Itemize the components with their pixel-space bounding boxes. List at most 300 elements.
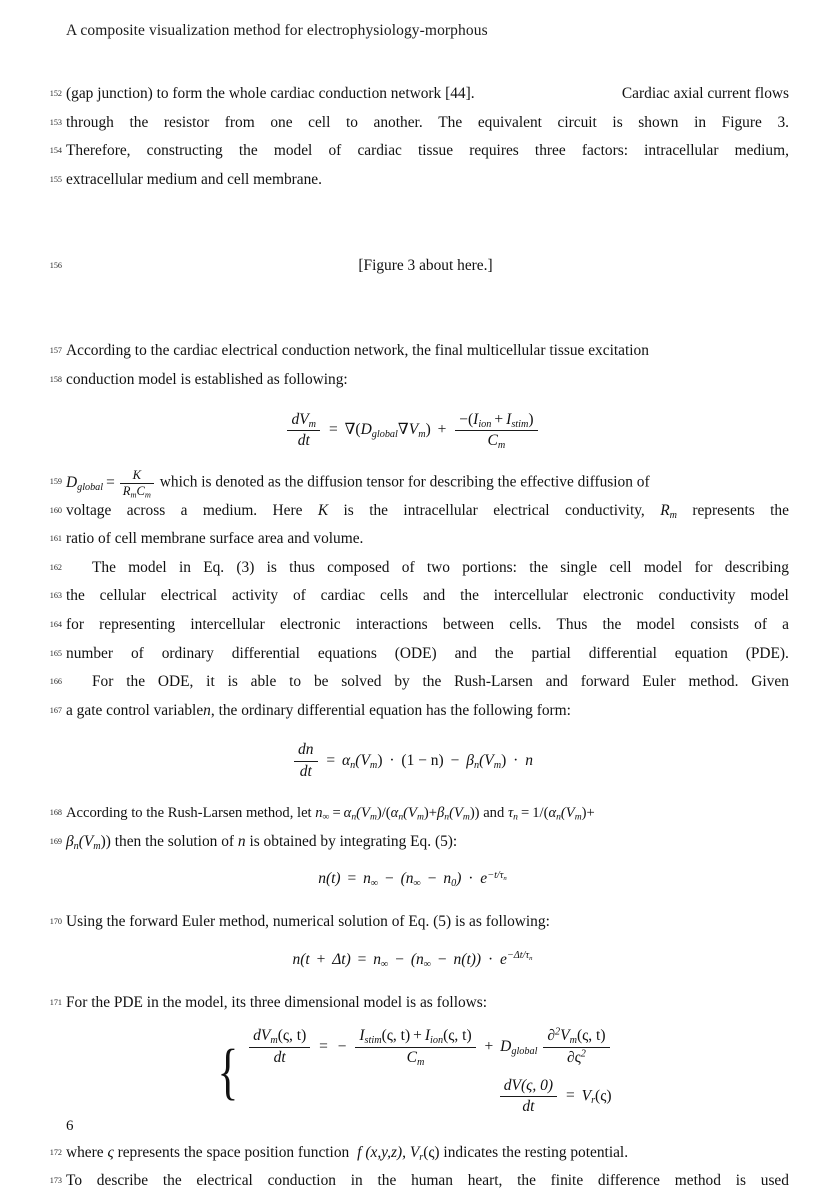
text-line — [40, 640, 789, 669]
text-fragment: (PDE). — [745, 644, 789, 662]
line-text — [66, 668, 789, 697]
math-paren: ) — [425, 420, 431, 438]
text-fragment: cells. — [509, 616, 542, 634]
math-operator: · — [513, 751, 519, 769]
math-token: 1/( — [532, 805, 549, 821]
text-fragment: conduction model is established as following: — [66, 370, 348, 388]
text-line — [40, 989, 785, 1018]
text-fragment: model — [128, 558, 167, 576]
math-sub: ion — [430, 1035, 444, 1047]
math-beta: β — [66, 832, 74, 850]
math-tau: τ — [507, 805, 514, 821]
math-token: )) — [469, 805, 480, 821]
text-fragment: constructing — [146, 142, 223, 160]
math-sub: n — [473, 759, 480, 771]
text-fragment: model — [273, 142, 313, 160]
line-number: 168 — [49, 808, 62, 817]
line-text — [66, 137, 789, 166]
line-number: 159 — [49, 477, 62, 487]
math-token: dt — [299, 762, 312, 780]
math-relation: = — [106, 473, 115, 491]
text-line — [40, 668, 789, 697]
text-fragment: in — [350, 1172, 363, 1190]
math-token: I — [506, 410, 512, 428]
text-fragment: activity — [231, 587, 279, 605]
line-number: 170 — [49, 917, 62, 927]
fraction-dv-dt — [500, 1077, 557, 1117]
math-token-n: n — [237, 832, 246, 850]
math-sub: m — [308, 418, 317, 430]
text-fragment: and — [454, 644, 477, 662]
text-fragment: the — [66, 587, 85, 605]
math-token: C — [136, 483, 145, 498]
line-text — [66, 166, 785, 195]
math-sub: global — [371, 428, 398, 440]
math-token: I — [473, 410, 479, 428]
text-fragment: the — [517, 1172, 536, 1190]
line-number: 155 — [49, 174, 62, 184]
text-fragment: in — [694, 113, 707, 131]
equation-gap — [40, 781, 785, 799]
text-fragment: For the PDE in the model, its three dimensional model is as follows: — [66, 993, 488, 1011]
text-fragment: Figure — [721, 113, 762, 131]
equation-7 — [40, 1027, 785, 1116]
text-fragment: number — [66, 644, 114, 662]
text-fragment: the — [162, 1172, 182, 1190]
line-number: 165 — [49, 648, 62, 658]
equation-4 — [40, 741, 785, 781]
text-fragment: According to the Rush-Larsen method, let — [66, 805, 312, 821]
text-fragment: , the ordinary differential equation has the following form: — [210, 701, 571, 719]
math-token: D — [500, 1037, 512, 1055]
line-text — [66, 554, 789, 583]
equation-3 — [40, 411, 785, 451]
line-number: 152 — [49, 89, 62, 98]
line-text — [66, 468, 785, 498]
text-fragment: factors: — [581, 142, 628, 160]
line-text — [66, 337, 785, 366]
text-fragment: intracellular — [403, 501, 478, 519]
text-fragment: the — [369, 501, 389, 519]
text-fragment: two — [426, 558, 450, 576]
math-relation: = — [328, 420, 338, 438]
math-sub: n — [73, 840, 79, 852]
text-fragment: then the solution of — [114, 832, 235, 850]
text-fragment: the — [126, 673, 146, 691]
line-text — [66, 525, 785, 554]
math-sub: m — [493, 759, 502, 771]
math-operator: + — [437, 420, 447, 438]
equation-5 — [40, 870, 785, 888]
text-fragment: describing — [724, 558, 789, 576]
math-operator: + — [494, 410, 504, 428]
text-fragment: extracellular medium and cell membrane. — [66, 170, 322, 188]
text-fragment: is — [735, 1172, 746, 1190]
math-token: dV — [253, 1027, 271, 1045]
equation-gap — [40, 725, 785, 741]
text-fragment: interactions — [355, 616, 428, 634]
math-alpha: α — [342, 751, 351, 769]
text-fragment: of — [328, 142, 342, 160]
text-fragment: Rush-Larsen — [454, 673, 533, 691]
text-line — [40, 1139, 785, 1168]
text-line — [40, 1167, 789, 1196]
paragraph-gap — [40, 194, 785, 223]
text-fragment: from — [224, 113, 255, 131]
line-text — [66, 109, 789, 138]
line-text — [66, 799, 785, 828]
math-token: (V — [449, 805, 463, 821]
math-token-rm — [660, 497, 677, 526]
math-paren: ) — [377, 751, 383, 769]
text-fragment: (3) — [236, 558, 255, 576]
text-fragment: shown — [638, 113, 679, 131]
text-fragment: is obtained by integrating Eq. (5): — [249, 832, 458, 850]
text-fragment: cardiac — [320, 587, 366, 605]
math-paren: ) — [501, 751, 507, 769]
math-sub: ∞ — [322, 811, 330, 823]
math-sub: stim — [511, 418, 529, 430]
math-token: dn — [294, 741, 318, 761]
text-fragment: and — [545, 673, 568, 691]
text-fragment: cellular — [99, 587, 146, 605]
line-number: 162 — [49, 562, 62, 572]
fraction-dvm-dt — [249, 1027, 310, 1067]
text-fragment: another. — [373, 113, 423, 131]
text-fragment: Thus — [556, 616, 588, 634]
text-fragment: by — [394, 673, 410, 691]
text-fragment: model — [643, 558, 683, 576]
text-fragment: the — [460, 587, 479, 605]
math-token: )+ — [423, 805, 437, 821]
math-args: (ς, t) — [576, 1027, 606, 1045]
text-line — [40, 697, 785, 726]
text-line — [40, 582, 789, 611]
math-operator: · — [389, 751, 395, 769]
text-line — [40, 828, 785, 857]
text-fragment: Here — [272, 501, 303, 519]
text-fragment: the — [602, 616, 622, 634]
line-number: 154 — [49, 146, 62, 156]
text-fragment: tissue — [418, 142, 454, 160]
text-fragment: for — [66, 616, 84, 634]
math-nabla: ∇ — [397, 420, 409, 438]
figure-placeholder: [Figure 3 about here.] — [358, 256, 493, 274]
math-token: V — [581, 1087, 592, 1105]
equation-gap — [40, 856, 785, 870]
text-fragment: The — [438, 113, 463, 131]
paragraph-gap — [40, 280, 785, 309]
math-sub: m — [574, 811, 582, 823]
math-sub: stim — [364, 1035, 382, 1047]
text-fragment: the — [238, 142, 258, 160]
math-args: (x,y,z), — [365, 1143, 406, 1161]
text-fragment: represents the space position function — [117, 1143, 350, 1161]
inline-math-dglobal — [66, 468, 156, 499]
line-number: 164 — [49, 620, 62, 630]
line-text — [66, 497, 789, 526]
text-fragment: a gate control variable — [66, 701, 204, 719]
text-fragment: a — [782, 616, 789, 634]
math-sub: n — [556, 811, 561, 823]
text-fragment: ratio of cell membrane surface area and volume. — [66, 530, 364, 548]
math-sub: r — [591, 1095, 596, 1107]
math-vr — [410, 1144, 440, 1161]
text-fragment: Euler — [642, 673, 676, 691]
math-paren: ( — [355, 420, 361, 438]
text-fragment: Therefore, — [66, 142, 131, 160]
math-sub: n — [351, 811, 357, 823]
body-column — [40, 80, 789, 1196]
math-token: I — [359, 1027, 365, 1045]
text-fragment: circuit — [557, 113, 597, 131]
text-fragment: of — [401, 558, 415, 576]
text-fragment: which is denoted as the diffusion tensor for describing the effective diffusion of — [159, 473, 650, 491]
math-token: R — [122, 483, 131, 498]
math-sub: global — [77, 481, 104, 493]
math-sub: m — [418, 428, 426, 440]
math-sub: m — [569, 1035, 577, 1047]
line-number: 157 — [49, 346, 62, 356]
text-fragment: to — [345, 113, 358, 131]
text-fragment: electronic — [279, 616, 341, 634]
line-text — [66, 989, 785, 1018]
math-sub: m — [497, 439, 506, 451]
math-token: C — [487, 431, 498, 449]
math-function-f: f — [357, 1143, 362, 1161]
text-fragment: cardiac — [357, 142, 402, 160]
math-operator: − — [450, 751, 460, 769]
line-number: 166 — [49, 677, 62, 687]
math-token: )/( — [376, 805, 391, 821]
text-fragment: ordinary — [161, 644, 214, 662]
text-fragment: electrical — [493, 501, 550, 519]
text-fragment: According to the cardiac electrical conduction network, the final multicellular tissue excitation — [66, 342, 649, 360]
text-fragment: cells — [379, 587, 409, 605]
inline-math-ninf — [315, 805, 479, 821]
equation-6-expression: $n(t + \Delta t) = n_\infty - (n_\infty - n(t)) \cdot e^{-\Delta t/\tau_n}$ — [292, 950, 533, 970]
text-fragment: single — [560, 558, 598, 576]
math-token: dt — [297, 431, 310, 449]
math-nabla: ∇ — [344, 420, 356, 438]
math-token-n: n — [203, 701, 211, 719]
text-fragment: is — [343, 501, 354, 519]
line-text — [66, 1139, 785, 1168]
text-fragment: the — [422, 673, 442, 691]
text-fragment: medium. — [202, 501, 258, 519]
math-token: D — [66, 473, 78, 491]
math-sub: m — [144, 489, 151, 499]
math-token: dV — [291, 410, 309, 428]
text-fragment: is — [227, 673, 238, 691]
text-fragment: and — [483, 805, 505, 821]
text-fragment: electrical — [196, 1172, 253, 1190]
text-fragment: the — [377, 1172, 397, 1190]
equation-5-expression: $n(t) = n_\infty - (n_\infty - n_0) \cdot e^{-t/\tau_n}$ — [318, 869, 507, 890]
text-fragment: the — [529, 558, 549, 576]
line-text — [66, 697, 785, 726]
math-sub: r — [419, 1151, 424, 1163]
text-fragment: electronic — [583, 587, 644, 605]
text-fragment: is — [266, 558, 277, 576]
math-token: (V — [560, 805, 575, 821]
running-head: A composite visualization method for electrophysiology-morphous — [66, 22, 488, 39]
text-fragment: method. — [688, 673, 739, 691]
text-fragment: heart, — [467, 1172, 503, 1190]
equation-6 — [40, 951, 785, 969]
paragraph-gap — [40, 309, 785, 338]
text-fragment: of — [130, 644, 144, 662]
text-fragment: requires — [469, 142, 519, 160]
math-token: V — [408, 420, 419, 438]
equation-gap — [40, 395, 785, 411]
text-fragment: Given — [751, 673, 789, 691]
text-line — [40, 497, 789, 526]
math-sub: m — [270, 1035, 278, 1047]
equation-gap — [40, 888, 785, 908]
math-token: I — [424, 1027, 431, 1045]
math-alpha: α — [390, 805, 399, 821]
text-fragment: Eq. — [203, 558, 225, 576]
text-line — [40, 252, 785, 281]
math-token: )) — [100, 832, 111, 850]
math-token: ) — [528, 410, 534, 428]
text-fragment: finite — [550, 1172, 584, 1190]
math-args: (ς, t) — [443, 1027, 472, 1045]
text-fragment: intracellular — [644, 142, 719, 160]
math-token: (V — [355, 751, 370, 769]
math-token: K — [120, 468, 154, 484]
text-fragment: difference — [597, 1172, 661, 1190]
math-token: n — [315, 805, 323, 821]
math-sup: 2 — [555, 1027, 561, 1039]
line-text — [66, 582, 789, 611]
math-sub: n — [398, 811, 404, 823]
math-token: (V — [479, 751, 494, 769]
equation-gap — [40, 937, 785, 951]
inline-math-beta-vm — [66, 833, 111, 850]
text-fragment: equation — [674, 644, 728, 662]
fraction-dn-dt — [294, 741, 318, 781]
text-fragment: in — [178, 558, 191, 576]
math-relation: = — [326, 751, 336, 769]
text-fragment: model — [750, 587, 789, 605]
text-fragment: electrical — [160, 587, 218, 605]
math-sub: ion — [478, 418, 492, 430]
math-token: dt — [273, 1048, 286, 1066]
text-fragment: thus — [289, 558, 315, 576]
text-fragment: consists — [690, 616, 739, 634]
math-token: (V — [356, 805, 370, 821]
math-token-k: K — [317, 501, 329, 519]
text-fragment: across — [126, 501, 166, 519]
math-operator: + — [413, 1027, 422, 1045]
text-fragment: 3. — [777, 113, 789, 131]
math-operator: − — [337, 1037, 347, 1055]
math-sub: m — [93, 840, 101, 852]
line-text — [66, 640, 789, 669]
text-fragment: the — [494, 644, 514, 662]
math-partial: ∂ — [547, 1027, 556, 1045]
text-fragment: where — [66, 1143, 104, 1161]
text-fragment: partial — [531, 644, 571, 662]
text-fragment: cell — [609, 558, 632, 576]
text-fragment: Cardiac axial current flows — [621, 85, 789, 102]
math-beta: β — [466, 751, 474, 769]
math-sub: global — [511, 1045, 538, 1057]
text-fragment: of — [754, 616, 767, 634]
math-sub: m — [416, 811, 424, 823]
math-token: dV(ς, 0) — [503, 1076, 554, 1094]
equation-gap — [40, 1017, 785, 1027]
math-sub: n — [350, 759, 356, 771]
text-fragment: medium, — [734, 142, 789, 160]
line-text — [66, 1167, 789, 1196]
equation-system — [247, 1027, 611, 1116]
text-fragment: used — [760, 1172, 789, 1190]
math-sub: m — [462, 811, 470, 823]
left-brace: { — [217, 1037, 239, 1106]
math-beta: β — [436, 805, 445, 821]
math-alpha: α — [343, 805, 352, 821]
text-fragment: The — [92, 558, 116, 576]
text-line — [40, 799, 785, 828]
math-sub: n — [444, 811, 450, 823]
text-fragment: ODE, — [157, 673, 194, 691]
math-token: V — [560, 1027, 570, 1045]
fraction-dvm-dt — [287, 411, 320, 451]
text-line — [40, 166, 785, 195]
math-token: D — [360, 420, 372, 438]
text-line — [40, 611, 789, 640]
text-fragment: for — [694, 558, 713, 576]
text-fragment: it — [206, 673, 215, 691]
text-fragment: Using the forward Euler method, numerical solution of Eq. (5) is as following: — [66, 913, 550, 931]
text-fragment: conductivity, — [564, 501, 645, 519]
line-number: 169 — [49, 836, 62, 846]
text-fragment: a — [180, 501, 188, 519]
text-fragment: intercellular — [190, 616, 265, 634]
line-text — [66, 828, 785, 857]
text-line — [40, 908, 785, 937]
math-sub: m — [130, 489, 137, 499]
text-fragment: indicates the resting potential. — [443, 1143, 629, 1161]
text-fragment: differential — [588, 644, 657, 662]
line-number: 160 — [49, 505, 62, 515]
math-token: (V — [78, 832, 94, 850]
text-fragment: through — [66, 113, 114, 131]
text-fragment: the — [770, 501, 789, 519]
equation-gap — [40, 969, 785, 989]
math-token: R — [660, 501, 670, 519]
text-line — [40, 80, 789, 109]
math-sub: m — [416, 1056, 425, 1068]
text-fragment: model — [636, 616, 675, 634]
text-fragment: conductivity — [658, 587, 736, 605]
text-fragment: solved — [341, 673, 382, 691]
math-relation: = — [319, 1037, 328, 1055]
text-fragment: able — [250, 673, 277, 691]
math-token: )+ — [581, 805, 595, 821]
text-fragment: represents — [692, 501, 755, 519]
text-fragment: intercellular — [493, 587, 569, 605]
text-fragment: is — [612, 113, 623, 131]
text-fragment: one — [270, 113, 293, 131]
text-fragment: composed — [327, 558, 390, 576]
equation-gap — [40, 450, 785, 468]
text-fragment: the — [129, 113, 149, 131]
text-line — [40, 337, 785, 366]
